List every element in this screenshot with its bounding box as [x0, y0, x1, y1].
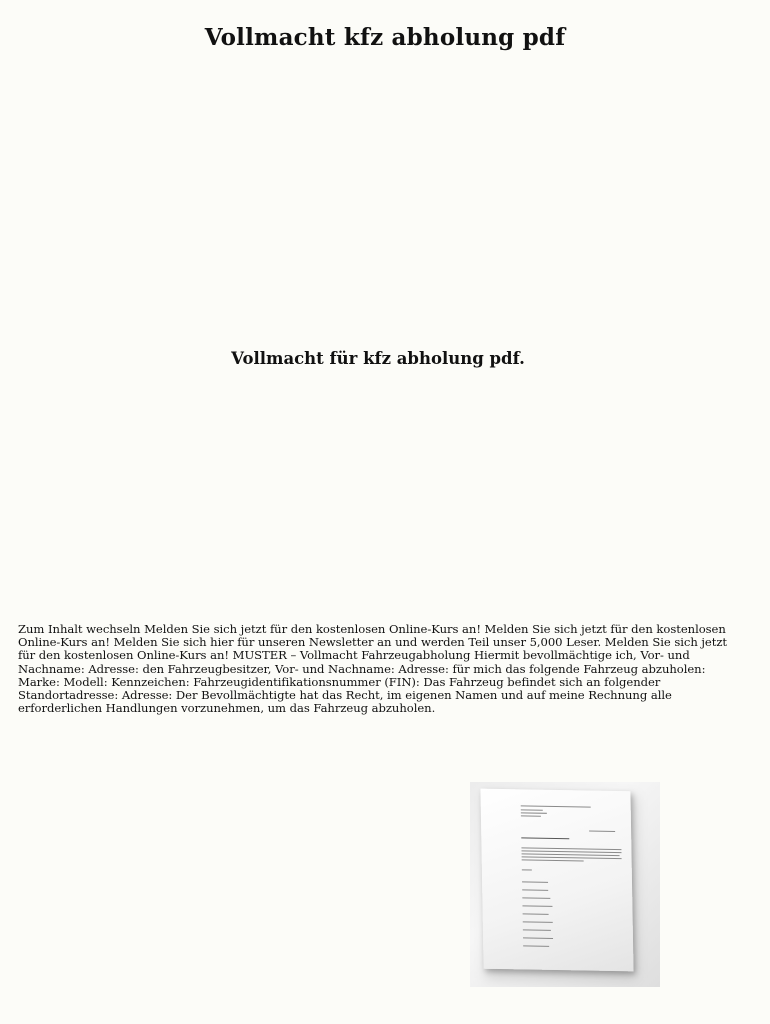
page-title: Vollmacht kfz abholung pdf	[204, 24, 566, 51]
sub-heading: Vollmacht für kfz abholung pdf.	[231, 349, 525, 368]
body-paragraph: Zum Inhalt wechseln Melden Sie sich jetzt für den kostenlosen Online-Kurs an! Melden Sie sich jetzt für den kostenlosen Online-Kurs an! Melden Sie sich hier für unseren Newsletter an und werden Teil unser 5,000 Leser. Melden Sie sich jetzt für den kostenlosen Online-Kurs an! MUSTER – Vollmacht Fahrzeugabholung Hiermit bevollmächtige ich, Vor- und Nachname: Adresse: den Fahrzeugbesitzer, Vor- und Nachname: Adresse: für mich das folgende Fahrzeug abzuholen: Marke: Modell: Kennzeichen: Fahrzeugidentifikationsnummer (FIN): Das Fahrzeug befindet sich an folgender Standortadresse: Adresse: Der Bevollmächtigte hat das Recht, im eigenen Namen und auf meine Rechnung alle erforderlichen Handlungen vorzunehmen, um das Fahrzeug abzuholen.	[18, 622, 728, 716]
document-preview-image	[470, 782, 660, 987]
document-sheet	[480, 789, 633, 972]
